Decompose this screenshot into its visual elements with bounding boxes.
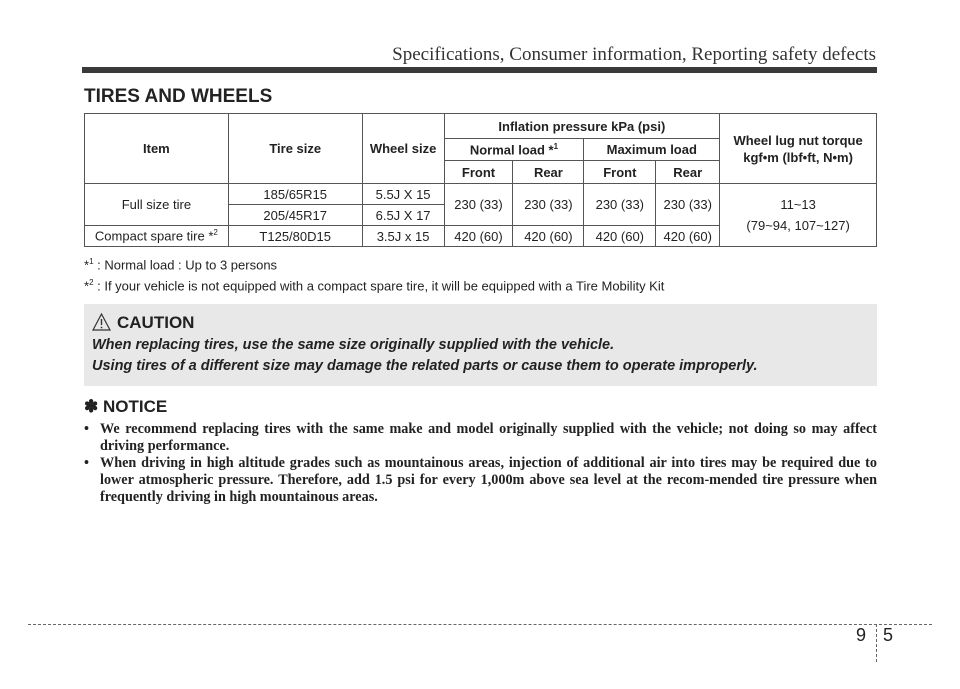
cell-full-size-label: Full size tire bbox=[85, 184, 229, 226]
footnote-1-mark: * bbox=[84, 257, 90, 273]
header-item: Item bbox=[85, 114, 229, 184]
cell-normal-rear: 230 (33) bbox=[513, 184, 584, 226]
cell-max-rear: 230 (33) bbox=[656, 184, 720, 226]
page-number: 5 bbox=[883, 625, 894, 645]
header-rule bbox=[82, 67, 877, 73]
header-maximum-load: Maximum load bbox=[584, 139, 720, 161]
page-chapter-number: 9 bbox=[856, 625, 867, 645]
cell-spare-normal-rear: 420 (60) bbox=[513, 226, 584, 247]
header-max-rear: Rear bbox=[656, 161, 720, 184]
cell-max-front: 230 (33) bbox=[584, 184, 656, 226]
spare-label-text: Compact spare tire * bbox=[94, 228, 214, 244]
table-row bbox=[85, 184, 877, 205]
cell-torque bbox=[720, 184, 877, 247]
cell-tire-size-2: 205/45R17 bbox=[228, 205, 362, 226]
cell-spare-wheel: 3.5J x 15 bbox=[362, 226, 444, 247]
header-tire-size: Tire size bbox=[228, 114, 362, 184]
caution-line-1: When replacing tires, use the same size originally supplied with the vehicle. bbox=[92, 337, 615, 353]
footer-rule bbox=[28, 624, 932, 625]
bullet: • bbox=[84, 455, 89, 471]
notice-item-text: When driving in high altitude grades such as mountainous areas, injection of additional air into tires may be required due to lower atmospheric pressure. Therefore, add 1.5 psi for every 1,000m above sea level at the recom-mended tire pressure when frequently driving in high mountainous areas. bbox=[100, 455, 877, 505]
cell-spare-max-front: 420 (60) bbox=[584, 226, 656, 247]
list-item bbox=[84, 455, 877, 506]
spare-label-sup: 2 bbox=[213, 228, 218, 238]
cell-normal-front: 230 (33) bbox=[444, 184, 513, 226]
section-title: TIRES AND WHEELS bbox=[84, 86, 273, 107]
cell-torque-line1: 11~13 bbox=[780, 197, 816, 212]
footnote-2-mark: * bbox=[84, 278, 90, 294]
cell-torque-line2: (79~94, 107~127) bbox=[746, 218, 850, 233]
chapter-header-title: Specifications, Consumer information, Reporting safety defects bbox=[392, 44, 876, 65]
footer-divider bbox=[876, 624, 877, 662]
header-inflation-pressure: Inflation pressure kPa (psi) bbox=[444, 114, 720, 139]
header-normal-front: Front bbox=[444, 161, 513, 184]
cell-tire-size-1: 185/65R15 bbox=[228, 184, 362, 205]
tires-wheels-table bbox=[84, 113, 877, 247]
header-normal-rear: Rear bbox=[513, 161, 584, 184]
header-wheel-size: Wheel size bbox=[362, 114, 444, 184]
header-normal-load-label: Normal load * bbox=[469, 142, 554, 158]
bullet: • bbox=[84, 421, 89, 437]
header-torque-line2: kgf•m (lbf•ft, N•m) bbox=[743, 149, 853, 165]
header-normal-load-sup: 1 bbox=[553, 141, 559, 151]
footnote-2-text: : If your vehicle is not equipped with a compact spare tire, it will be equipped with a Tire Mobility Kit bbox=[93, 278, 665, 294]
footnote-2 bbox=[84, 278, 664, 293]
header-normal-load bbox=[444, 139, 584, 161]
cell-spare-normal-front: 420 (60) bbox=[444, 226, 513, 247]
caution-box bbox=[84, 304, 877, 386]
footnote-1 bbox=[84, 257, 277, 272]
notice-item-text: We recommend replacing tires with the same make and model originally supplied with the vehicle; not doing so may affect driving performance. bbox=[100, 421, 877, 454]
footnote-1-sup: 1 bbox=[89, 257, 94, 266]
caution-title: CAUTION bbox=[117, 313, 195, 332]
cell-spare-label bbox=[85, 226, 229, 247]
warning-triangle-icon bbox=[92, 313, 111, 331]
cell-wheel-size-2: 6.5J X 17 bbox=[362, 205, 444, 226]
cell-spare-max-rear: 420 (60) bbox=[656, 226, 720, 247]
header-max-front: Front bbox=[584, 161, 656, 184]
notice-title: ✽ NOTICE bbox=[84, 397, 168, 416]
header-wheel-lug-nut-torque bbox=[720, 114, 877, 184]
footnote-1-text: : Normal load : Up to 3 persons bbox=[93, 257, 278, 273]
list-item bbox=[84, 421, 877, 455]
cell-spare-tire: T125/80D15 bbox=[228, 226, 362, 247]
header-torque-line1: Wheel lug nut torque bbox=[733, 132, 863, 148]
caution-line-2: Using tires of a different size may damage the related parts or cause them to operate improperly. bbox=[92, 358, 758, 374]
notice-list bbox=[84, 421, 877, 506]
cell-wheel-size-1: 5.5J X 15 bbox=[362, 184, 444, 205]
footnote-2-sup: 2 bbox=[89, 278, 94, 287]
